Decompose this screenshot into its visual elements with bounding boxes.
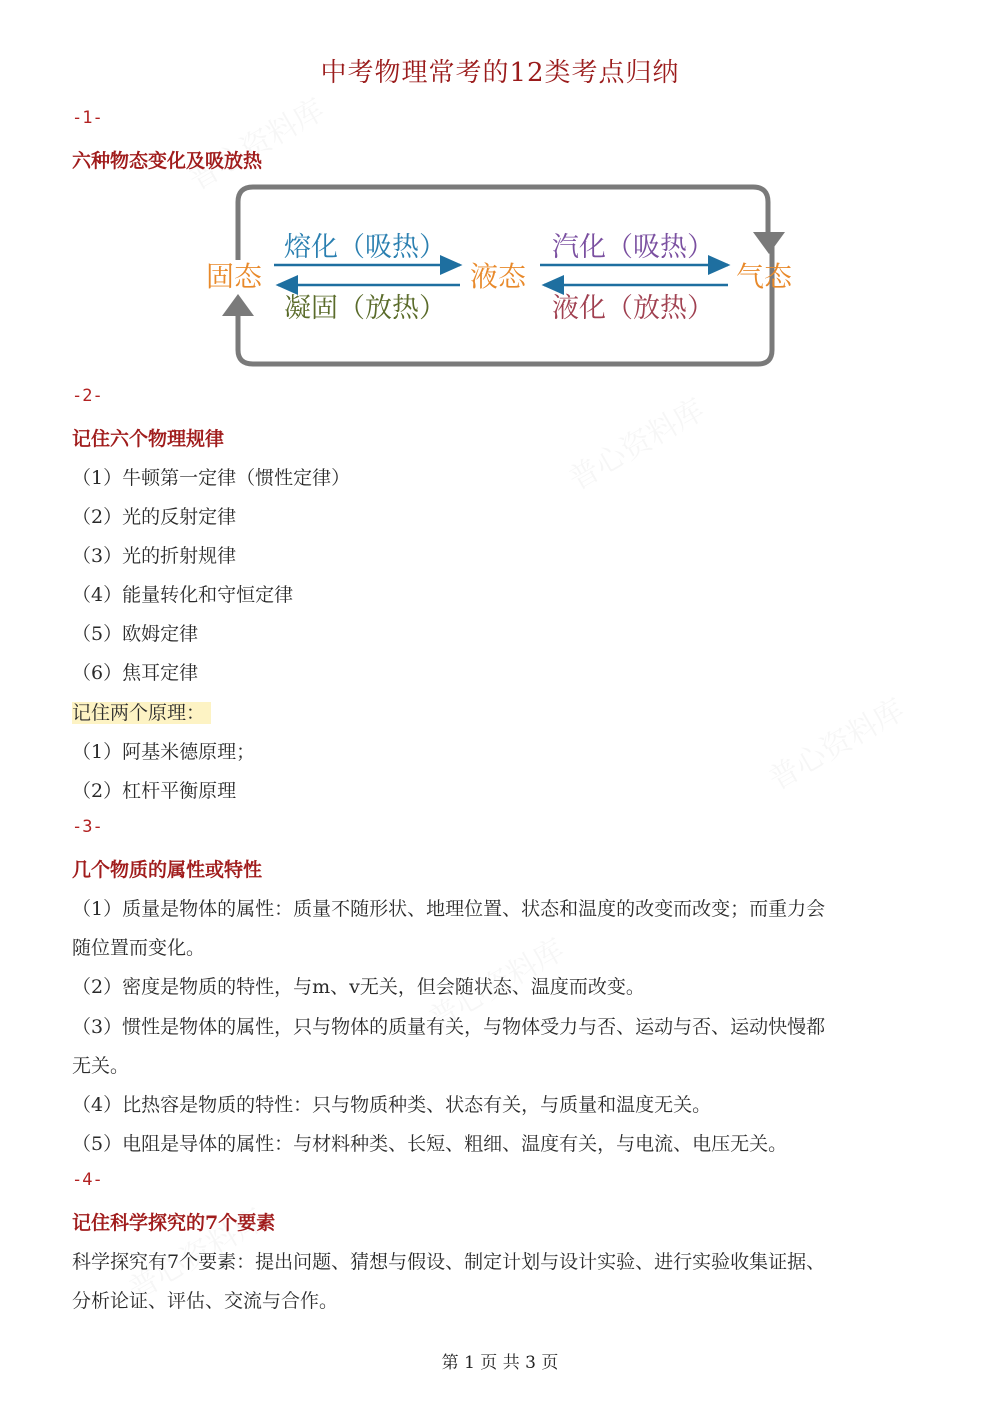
list-item: （1）阿基米德原理； bbox=[72, 741, 256, 763]
gas-state-label: 气态 bbox=[736, 260, 793, 293]
list-item: （4）能量转化和守恒定律 bbox=[72, 584, 294, 606]
liquid-state-label: 液态 bbox=[470, 260, 527, 293]
paragraph-line: （1）质量是物体的属性：质量不随形状、地理位置、状态和温度的改变而改变；而重力会 bbox=[72, 898, 826, 920]
section-heading: 记住科学探究的7个要素 bbox=[72, 1212, 276, 1234]
list-item: （2）光的反射定律 bbox=[72, 506, 237, 528]
page-title: 中考物理常考的12类考点归纳 bbox=[320, 58, 680, 88]
paragraph-line: 无关。 bbox=[72, 1055, 130, 1077]
paragraph-line: （4）比热容是物质的特性：只与物质种类、状态有关，与质量和温度无关。 bbox=[72, 1094, 712, 1116]
liquefy-label: 液化（放热） bbox=[552, 293, 714, 324]
melt-label: 熔化（吸热） bbox=[284, 232, 446, 263]
paragraph-line: （5）电阻是导体的属性：与材料种类、长短、粗细、温度有关，与电流、电压无关。 bbox=[72, 1133, 788, 1155]
solidify-label: 凝固（放热） bbox=[284, 293, 446, 324]
page-footer: 第 1 页 共 3 页 bbox=[441, 1353, 559, 1373]
paragraph-line: 随位置而变化。 bbox=[72, 937, 206, 959]
paragraph-line: 分析论证、评估、交流与合作。 bbox=[72, 1290, 339, 1312]
list-item: （1）牛顿第一定律（惯性定律） bbox=[72, 467, 351, 489]
list-item: （5）欧姆定律 bbox=[72, 623, 199, 645]
paragraph-line: （3）惯性是物体的属性，只与物体的质量有关，与物体受力与否、运动与否、运动快慢都 bbox=[72, 1016, 826, 1038]
paragraph-line: 科学探究有7个要素：提出问题、猜想与假设、制定计划与设计实验、进行实验收集证据、 bbox=[72, 1251, 826, 1273]
loop-arrowhead-down bbox=[753, 232, 785, 254]
section-number: -1- bbox=[72, 108, 103, 128]
section-heading: 六种物态变化及吸放热 bbox=[72, 150, 263, 172]
vaporize-label: 汽化（吸热） bbox=[552, 232, 714, 263]
principles-label bbox=[72, 698, 211, 725]
loop-arrowhead-up bbox=[222, 294, 254, 316]
section-number: -3- bbox=[72, 817, 103, 837]
list-item: （6）焦耳定律 bbox=[72, 662, 199, 684]
watermark bbox=[759, 685, 911, 798]
state-change-diagram bbox=[198, 182, 818, 372]
section-heading: 记住六个物理规律 bbox=[72, 428, 225, 450]
list-item: （3）光的折射规律 bbox=[72, 545, 237, 567]
list-item: （2）杠杆平衡原理 bbox=[72, 780, 237, 802]
section-number: -4- bbox=[72, 1170, 103, 1190]
paragraph-line: （2）密度是物质的特性，与m、v无关，但会随状态、温度而改变。 bbox=[72, 976, 645, 998]
watermark bbox=[559, 385, 711, 498]
section-heading: 几个物质的属性或特性 bbox=[72, 859, 263, 881]
solid-state-label: 固态 bbox=[206, 260, 263, 293]
section-number: -2- bbox=[72, 386, 103, 406]
highlighted-text: 记住两个原理： bbox=[72, 702, 211, 724]
